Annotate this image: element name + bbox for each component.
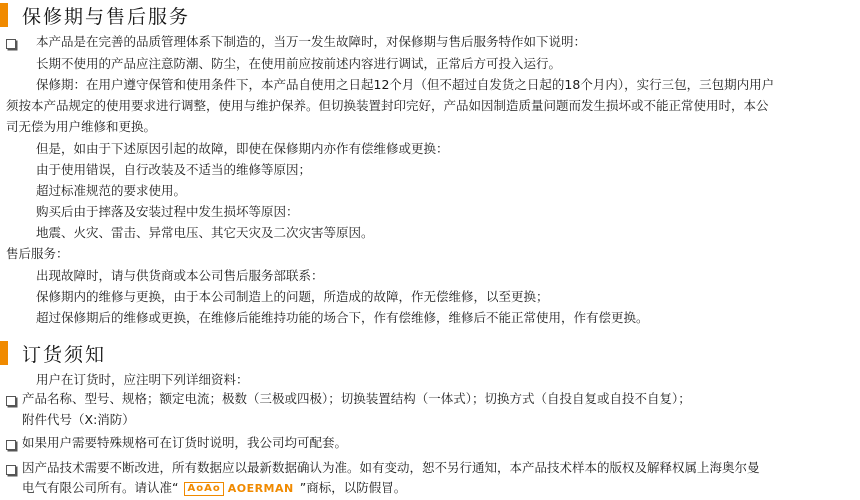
ordering-line-3: 附件代号（X:消防）	[22, 412, 135, 427]
warranty-line-1: 本产品是在完善的品质管理体系下制造的，当万一发生故障时，对保修期与售后服务特作如下说明：	[36, 34, 587, 49]
ordering-line-2: 产品名称、型号、规格；额定电流；极数（三极或四极）；切换装置结构（一体式）；切换方式（自投自复或自投不自复）；	[22, 391, 691, 406]
brand-logo	[184, 481, 293, 497]
warranty-line-14: 超过保修期后的维修或更换，在维修后能维持功能的场合下，作有偿维修，维修后不能正常使用，作有偿更换。	[36, 310, 649, 325]
bullet-checkbox-icon	[6, 440, 16, 450]
section-title-warranty: 保修期与售后服务	[22, 5, 191, 28]
ordering-line-1: 用户在订货时，应注明下列详细资料：	[36, 372, 249, 387]
ordering-line-6-suffix: ”商标，以防假冒。	[299, 480, 407, 495]
bullet-checkbox-icon	[6, 465, 16, 475]
section-heading-ordering	[0, 340, 106, 366]
warranty-line-2: 长期不使用的产品应注意防潮、防尘，在使用前应按前述内容进行调试，正常后方可投入运行。	[36, 56, 562, 71]
warranty-line-12: 出现故障时，请与供货商或本公司售后服务部联系：	[36, 268, 324, 283]
warranty-line-3: 保修期：在用户遵守保管和使用条件下，本产品自使用之日起12个月（但不超过自发货之日起的18个月内），实行三包，三包期内用户	[36, 77, 775, 92]
section-heading-warranty	[0, 2, 190, 28]
warranty-line-6: 但是，如由于下述原因引起的故障，即使在保修期内亦作有偿维修或更换：	[36, 141, 449, 156]
after-sales-label: 售后服务：	[6, 246, 69, 261]
bullet-checkbox-icon	[6, 39, 16, 49]
ordering-line-6	[22, 480, 406, 497]
heading-accent-bar	[0, 3, 8, 27]
bullet-checkbox-icon	[6, 396, 16, 406]
heading-accent-bar	[0, 341, 8, 365]
ordering-line-6-prefix: 电气有限公司所有。请认准“	[22, 480, 179, 495]
warranty-line-13: 保修期内的维修与更换，由于本公司制造上的问题，所造成的故障，作无偿维修，以至更换；	[36, 289, 549, 304]
warranty-line-4: 须按本产品规定的使用要求进行调整，使用与维护保养。但切换装置封印完好，产品如因制造质量问题而发生损坏或不能正常使用时，本公	[6, 98, 769, 113]
warranty-line-9: 购买后由于摔落及安装过程中发生损坏等原因：	[36, 204, 299, 219]
warranty-line-8: 超过标准规范的要求使用。	[36, 183, 187, 198]
logo-wordmark: AOERMAN	[227, 481, 294, 495]
warranty-line-7: 由于使用错误，自行改装及不适当的维修等原因；	[36, 162, 312, 177]
warranty-line-5: 司无偿为用户维修和更换。	[6, 119, 157, 134]
section-title-ordering: 订货须知	[22, 343, 107, 366]
warranty-line-10: 地震、火灾、雷击、异常电压、其它天灾及二次灾害等原因。	[36, 225, 374, 240]
ordering-line-4: 如果用户需要特殊规格可在订货时说明，我公司均可配套。	[22, 435, 348, 450]
ordering-line-5: 因产品技术需要不断改进，所有数据应以最新数据确认为准。如有变动，恕不另行通知，本产品技术样本的版权及解释权属上海奥尔曼	[22, 460, 760, 475]
logo-mark: AoAo	[184, 482, 223, 496]
